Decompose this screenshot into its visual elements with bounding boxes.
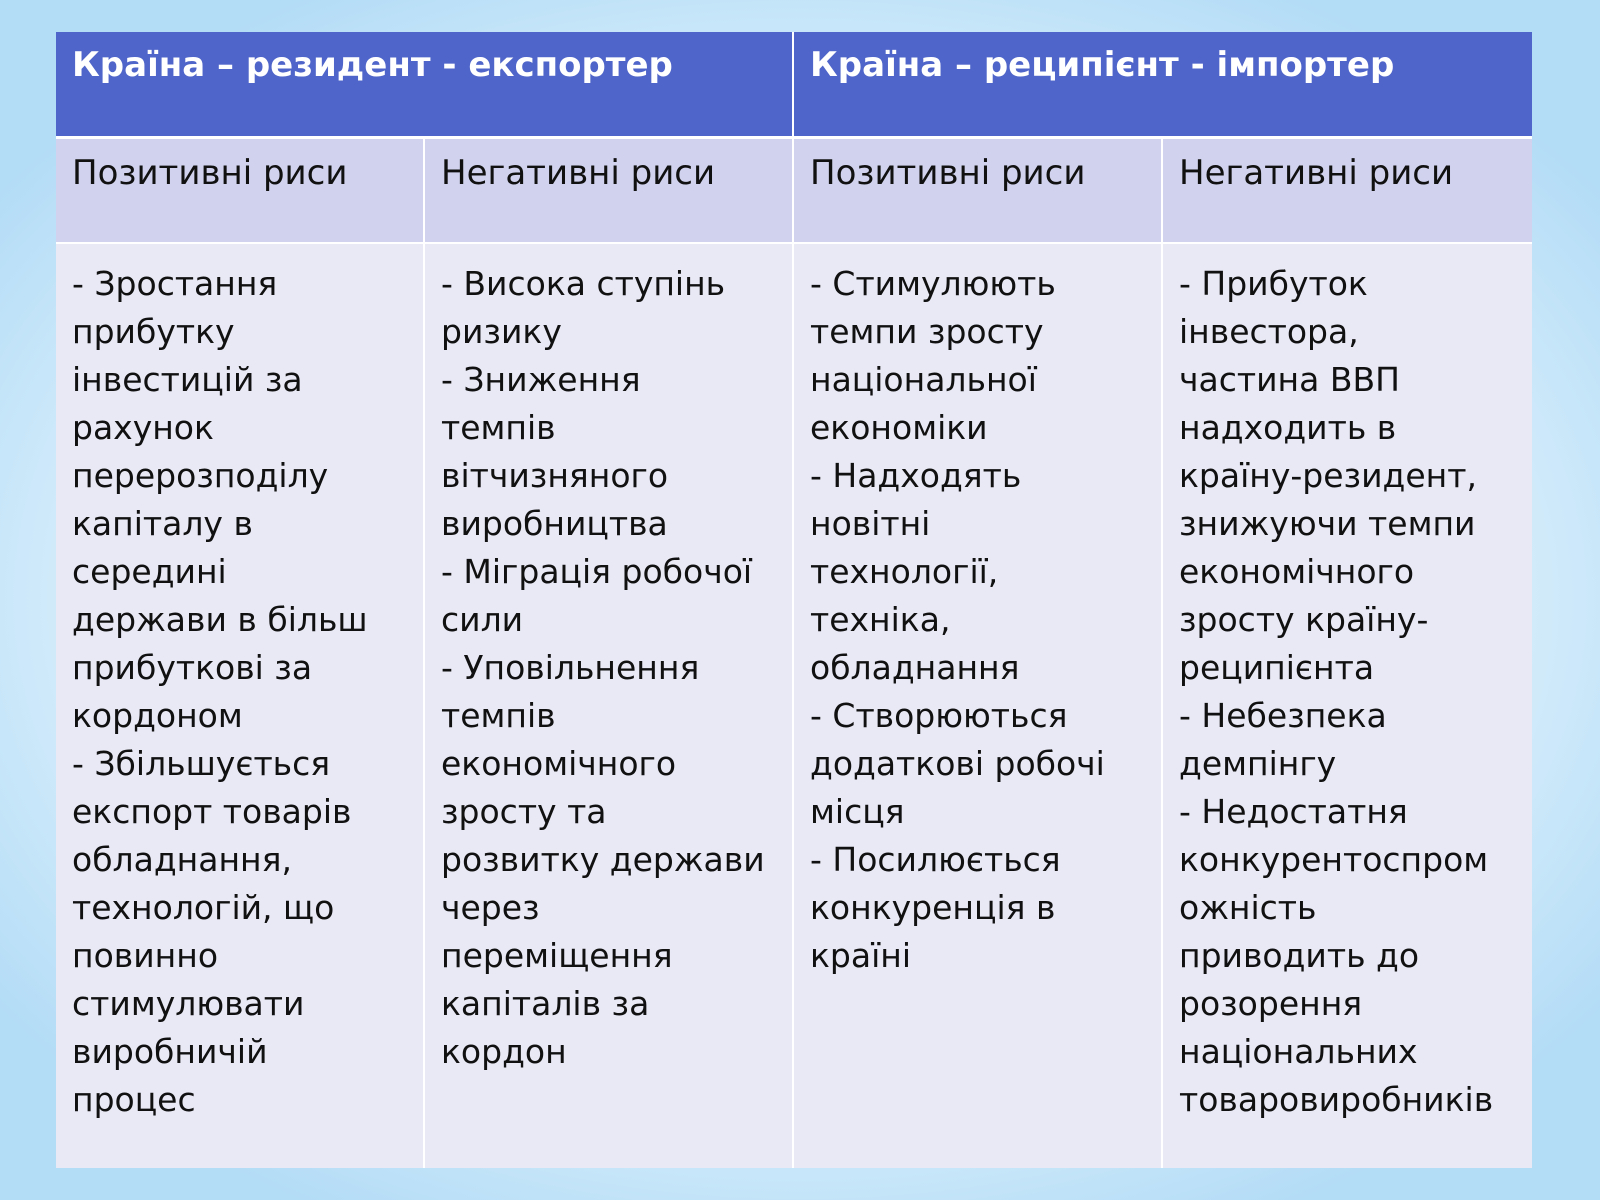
subheader-exporter-negative: Негативні риси bbox=[425, 139, 794, 244]
cell-exporter-negative: - Висока ступінь ризику - Зниження темпів вітчизняного виробництва - Міграція робочої сили - Уповільнення темпів економічного зросту та розвитку держави через переміщення капіталів за кордон bbox=[425, 244, 794, 1168]
cell-importer-negative: - Прибуток інвестора, частина ВВП надходить в країну-резидент, знижуючи темпи економічного зросту країну- реципієнта - Небезпека демпінгу - Недостатня конкурентоспром ожність приводить до розорення національних товаровиробників bbox=[1163, 244, 1532, 1168]
subheader-importer-negative: Негативні риси bbox=[1163, 139, 1532, 244]
subheader-importer-positive: Позитивні риси bbox=[794, 139, 1163, 244]
header-importer: Країна – реципієнт - імпортер bbox=[794, 32, 1532, 139]
header-exporter: Країна – резидент - експортер bbox=[56, 32, 794, 139]
cell-exporter-positive: - Зростання прибутку інвестицій за рахунок перерозподілу капіталу в середині держави в більш прибуткові за кордоном - Збільшується експорт товарів обладнання, технологій, що повинно стимулювати виробничій процес bbox=[56, 244, 425, 1168]
subheader-exporter-positive: Позитивні риси bbox=[56, 139, 425, 244]
cell-importer-positive: - Стимулюють темпи зросту національної економіки - Надходять новітні технології, техніка, обладнання - Створюються додаткові робочі місця - Посилюється конкуренція в країні bbox=[794, 244, 1163, 1168]
comparison-table bbox=[56, 32, 1532, 1168]
